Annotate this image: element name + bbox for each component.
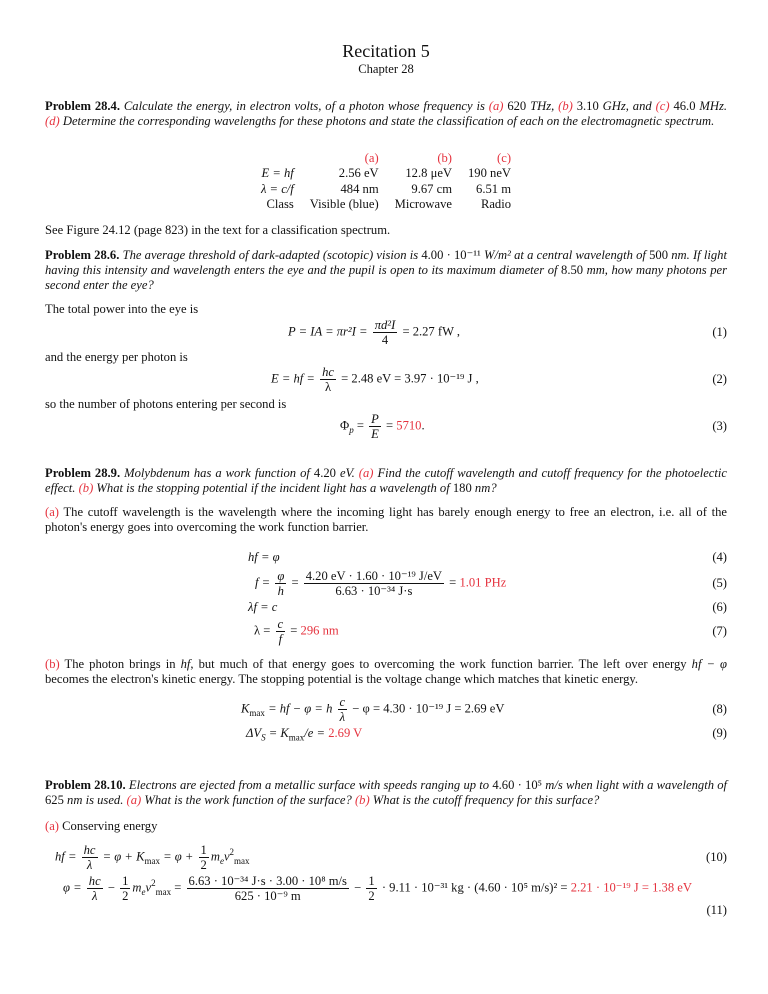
fraction xyxy=(304,569,444,598)
value: 46.0 xyxy=(673,99,696,113)
numerator: hc xyxy=(83,843,96,858)
equation-4-row xyxy=(45,550,727,565)
denominator: 2 xyxy=(122,889,129,904)
eq-lhs: Φ xyxy=(340,418,350,433)
fraction xyxy=(82,843,98,872)
column-header: (b) xyxy=(437,151,452,165)
value: 500 xyxy=(649,248,668,263)
unit: eV. xyxy=(339,466,355,481)
subscript: p xyxy=(349,425,354,436)
numerator: hc xyxy=(88,874,101,889)
value: 625 xyxy=(45,793,64,808)
subscript: S xyxy=(261,732,266,743)
table-cell: 190 neV xyxy=(468,166,512,181)
eq-lhs: φ = xyxy=(63,880,82,895)
subscript: max xyxy=(155,887,172,898)
equals: = xyxy=(386,418,394,433)
fraction xyxy=(199,843,209,872)
equation-number: (9) xyxy=(712,726,727,741)
problem-text: Molybdenum has a work function of xyxy=(124,466,310,481)
table-cell: Microwave xyxy=(394,196,452,211)
solution-part-a xyxy=(45,505,727,535)
equals: = xyxy=(291,575,299,590)
column-header: (c) xyxy=(497,151,512,165)
unit: THz, xyxy=(530,99,555,113)
denominator: 6.63 · 10⁻³⁴ J·s xyxy=(335,584,413,599)
part-marker: (a) xyxy=(45,505,59,520)
numerator: c xyxy=(277,617,284,632)
problem-label: Problem 28.4. xyxy=(45,99,121,113)
solution-text: Conserving energy xyxy=(62,819,158,834)
part-marker: (a) xyxy=(488,99,504,113)
row-label: Class xyxy=(266,196,294,211)
problem-label: Problem 28.9. xyxy=(45,466,121,481)
equation-10-row xyxy=(45,843,727,872)
problem-28-4 xyxy=(45,99,727,129)
subscript: max xyxy=(234,856,250,867)
table-row xyxy=(261,166,511,181)
equation-4: hf = φ xyxy=(248,550,280,565)
equation-9 xyxy=(45,726,704,741)
problem-text: nm is used. xyxy=(67,793,124,808)
equation-3 xyxy=(45,412,704,441)
equals: = xyxy=(449,575,457,590)
row-label: λ = c/f xyxy=(260,181,294,196)
math-var: m xyxy=(132,880,142,895)
equation-7 xyxy=(45,617,704,646)
answer: 5710 xyxy=(396,418,422,433)
problem-text: What is the stopping potential if the incident light has a wavelength of xyxy=(96,481,450,496)
problem-label: Problem 28.6. xyxy=(45,248,120,263)
equation-1-row xyxy=(45,318,727,347)
eq-mid: = φ + K xyxy=(102,849,145,864)
fraction xyxy=(187,874,349,903)
answer: 2.21 · 10⁻¹⁹ J = 1.38 eV xyxy=(570,880,692,895)
equation-number: (10) xyxy=(706,850,727,865)
value: 4.20 xyxy=(313,466,336,481)
table-row xyxy=(261,182,511,197)
denominator: 2 xyxy=(368,889,375,904)
eq-rhs: = 2.27 fW , xyxy=(402,324,461,339)
part-marker: (a) xyxy=(126,793,142,808)
problem-text: Determine the corresponding wavelengths for these photons and state the classification of each on the electromagnetic spectrum. xyxy=(62,114,715,128)
solution-text: so the number of photons entering per second is xyxy=(45,397,287,412)
table-cell: 9.67 cm xyxy=(411,181,452,196)
math-var: v xyxy=(145,880,152,895)
numerator: P xyxy=(371,412,379,427)
numerator: c xyxy=(339,695,346,710)
problem-28-6 xyxy=(45,248,727,293)
equation-number: (8) xyxy=(712,702,727,717)
table-header-row xyxy=(261,151,511,166)
eq-lhs: K xyxy=(241,701,250,716)
equation-5 xyxy=(45,569,704,598)
answer: 1.01 PHz xyxy=(459,575,507,590)
table-row xyxy=(261,197,511,212)
part-marker: (b) xyxy=(78,481,94,496)
equation-10 xyxy=(45,843,698,872)
page-subtitle: Chapter 28 xyxy=(358,62,414,76)
fraction xyxy=(120,874,130,903)
equation-1 xyxy=(45,318,704,347)
math-inline: hf xyxy=(180,657,191,672)
problem-text: nm. If light having this intensity and wavelength enters the eye and the pupil is open to its maximum diameter of xyxy=(45,248,727,278)
eq-rhs: · 9.11 · 10⁻³¹ kg · (4.60 · 10⁵ m/s)² = xyxy=(381,880,568,895)
eq-rhs: − φ = 4.30 · 10⁻¹⁹ J = 2.69 eV xyxy=(352,701,505,716)
problem-text: Electrons are ejected from a metallic surface with speeds ranging up to xyxy=(128,778,490,793)
eq-mid: /e = xyxy=(304,726,326,741)
equation-number: (4) xyxy=(712,550,727,565)
problem-text: What is the work function of the surface? xyxy=(144,793,352,808)
problem-text: Find the cutoff wavelength and cutoff frequency for the photoelectic effect. xyxy=(45,466,727,496)
denominator: f xyxy=(278,632,283,647)
value: 3.10 xyxy=(576,99,599,113)
fraction xyxy=(87,874,103,903)
table-cell: Visible (blue) xyxy=(309,196,379,211)
equation-6-row xyxy=(45,600,727,615)
equation-number: (3) xyxy=(712,419,727,434)
part-marker: (b) xyxy=(558,99,573,113)
denominator: 4 xyxy=(381,333,389,348)
table-cell: 2.56 eV xyxy=(338,166,379,181)
unit: MHz. xyxy=(699,99,728,113)
math-inline: hf − φ xyxy=(691,657,728,672)
value: 4.60 · 10⁵ xyxy=(492,778,543,793)
fraction xyxy=(338,695,348,724)
part-marker: (a) xyxy=(45,819,59,834)
results-table xyxy=(261,151,511,212)
equation-number: (11) xyxy=(706,903,727,918)
equation-11 xyxy=(45,874,727,903)
numerator: hc xyxy=(322,365,334,380)
subscript: max xyxy=(249,708,265,719)
fraction xyxy=(320,365,336,394)
problem-text: What is the cutoff frequency for this surface? xyxy=(372,793,600,808)
equation-11-row xyxy=(45,874,727,903)
numerator: 1 xyxy=(368,874,375,889)
value: 620 xyxy=(507,99,527,113)
fraction xyxy=(373,318,398,347)
subscript: e xyxy=(141,887,146,898)
numerator: 4.20 eV · 1.60 · 10⁻¹⁹ J/eV xyxy=(305,569,443,584)
solution-part-b xyxy=(45,657,727,687)
fraction xyxy=(369,412,381,441)
solution-text: The total power into the eye is xyxy=(45,302,199,317)
problem-text: The average threshold of dark-adapted (scotopic) vision is xyxy=(122,248,419,263)
table-cell: 12.8 μeV xyxy=(405,166,452,181)
fraction xyxy=(275,569,286,598)
value: 8.50 xyxy=(561,263,584,278)
equation-8 xyxy=(45,695,704,724)
equation-number: (5) xyxy=(712,576,727,591)
minus: − xyxy=(107,880,115,895)
solution-text: and the energy per photon is xyxy=(45,350,188,365)
eq-lhs: hf = xyxy=(55,849,77,864)
denominator: E xyxy=(371,427,379,442)
numerator: 1 xyxy=(200,843,207,858)
numerator: 1 xyxy=(122,874,129,889)
equals: = xyxy=(290,623,298,638)
eq-lhs: λ = xyxy=(254,623,271,638)
equals: = xyxy=(174,880,182,895)
denominator: λ xyxy=(324,380,332,395)
denominator: 625 · 10⁻⁹ m xyxy=(234,889,301,904)
equation-9-row xyxy=(45,726,727,741)
fraction xyxy=(366,874,376,903)
unit: nm? xyxy=(474,481,497,496)
solution-part-a xyxy=(45,819,727,834)
part-marker: (a) xyxy=(358,466,374,481)
eq-mid: = hf − φ = h xyxy=(268,701,333,716)
equation-2-row xyxy=(45,365,727,394)
problem-28-10 xyxy=(45,778,727,808)
minus: − xyxy=(354,880,362,895)
denominator: 2 xyxy=(200,858,207,873)
equation-6: λf = c xyxy=(248,600,278,615)
equals: = xyxy=(356,418,364,433)
answer: 2.69 V xyxy=(328,726,363,741)
eq-mid: = K xyxy=(268,726,289,741)
table-cell: 484 nm xyxy=(340,181,379,196)
denominator: h xyxy=(277,584,284,599)
see-figure-note: See Figure 24.12 (page 823) in the text for a classification spectrum. xyxy=(45,223,391,238)
denominator: λ xyxy=(91,889,98,904)
solution-text: The cutoff wavelength is the wavelength where the incoming light has barely enough energy to free an electron, i.e. all of the photon's energy goes into overcoming the work function barrier. xyxy=(45,505,727,535)
problem-label: Problem 28.10. xyxy=(45,778,126,793)
row-label: E = hf xyxy=(261,166,294,181)
unit: GHz, and xyxy=(602,99,652,113)
numerator: 6.63 · 10⁻³⁴ J·s · 3.00 · 10⁸ m/s xyxy=(188,874,347,889)
eq-lhs: f = xyxy=(255,575,271,590)
fraction xyxy=(276,617,286,646)
problem-text: Calculate the energy, in electron volts, of a photon whose frequency is xyxy=(123,99,485,113)
subscript: max xyxy=(144,856,160,867)
part-marker: (b) xyxy=(45,657,60,672)
eq-rhs: = 2.48 eV = 3.97 · 10⁻¹⁹ J , xyxy=(341,371,479,386)
equation-number: (2) xyxy=(712,372,727,387)
part-marker: (b) xyxy=(354,793,370,808)
equation-number: (6) xyxy=(712,600,727,615)
table-cell: 6.51 m xyxy=(476,181,512,196)
problem-text: mm, how many photons per second enter the eye? xyxy=(45,263,727,293)
math-var: m xyxy=(210,849,220,864)
equation-number: (7) xyxy=(712,624,727,639)
punctuation: . xyxy=(421,418,425,433)
math-var: v xyxy=(223,849,230,864)
solution-text: , but much of that energy goes to overcoming the work function barrier. The left over energy xyxy=(190,657,687,672)
equation-11-tag-row xyxy=(45,903,727,918)
answer: 296 nm xyxy=(300,623,339,638)
numerator: πd²I xyxy=(374,318,396,333)
problem-28-9 xyxy=(45,466,727,496)
part-marker: (c) xyxy=(655,99,670,113)
equation-5-row xyxy=(45,569,727,598)
eq-lhs: P = IA = πr²I = xyxy=(288,324,368,339)
eq-lhs: ΔV xyxy=(246,726,262,741)
equation-7-row xyxy=(45,617,727,646)
value: 4.00 · 10⁻¹¹ xyxy=(421,248,481,263)
subscript: max xyxy=(288,732,305,743)
page-title: Recitation 5 xyxy=(342,41,430,61)
solution-text: becomes the electron's kinetic energy. The stopping potential is the voltage change which matches that kinetic energy. xyxy=(45,672,639,687)
equation-3-row xyxy=(45,412,727,441)
superscript: 2 xyxy=(151,878,156,889)
superscript: 2 xyxy=(229,847,235,858)
equation-number: (1) xyxy=(712,325,727,340)
eq-lhs: E = hf = xyxy=(271,371,315,386)
denominator: λ xyxy=(339,710,346,725)
problem-text: m/s when light with a wavelength of xyxy=(545,778,728,793)
equation-2 xyxy=(45,365,704,394)
column-header: (a) xyxy=(364,151,379,165)
solution-text: The photon brings in xyxy=(64,657,176,672)
problem-text: W/m² at a central wavelength of xyxy=(484,248,646,263)
denominator: λ xyxy=(86,858,93,873)
subscript: e xyxy=(219,856,224,867)
eq-mid: = φ + xyxy=(163,849,194,864)
equation-8-row xyxy=(45,695,727,724)
value: 180 xyxy=(452,481,472,496)
numerator: φ xyxy=(277,569,285,584)
table-cell: Radio xyxy=(480,196,512,211)
part-marker: (d) xyxy=(45,114,60,128)
